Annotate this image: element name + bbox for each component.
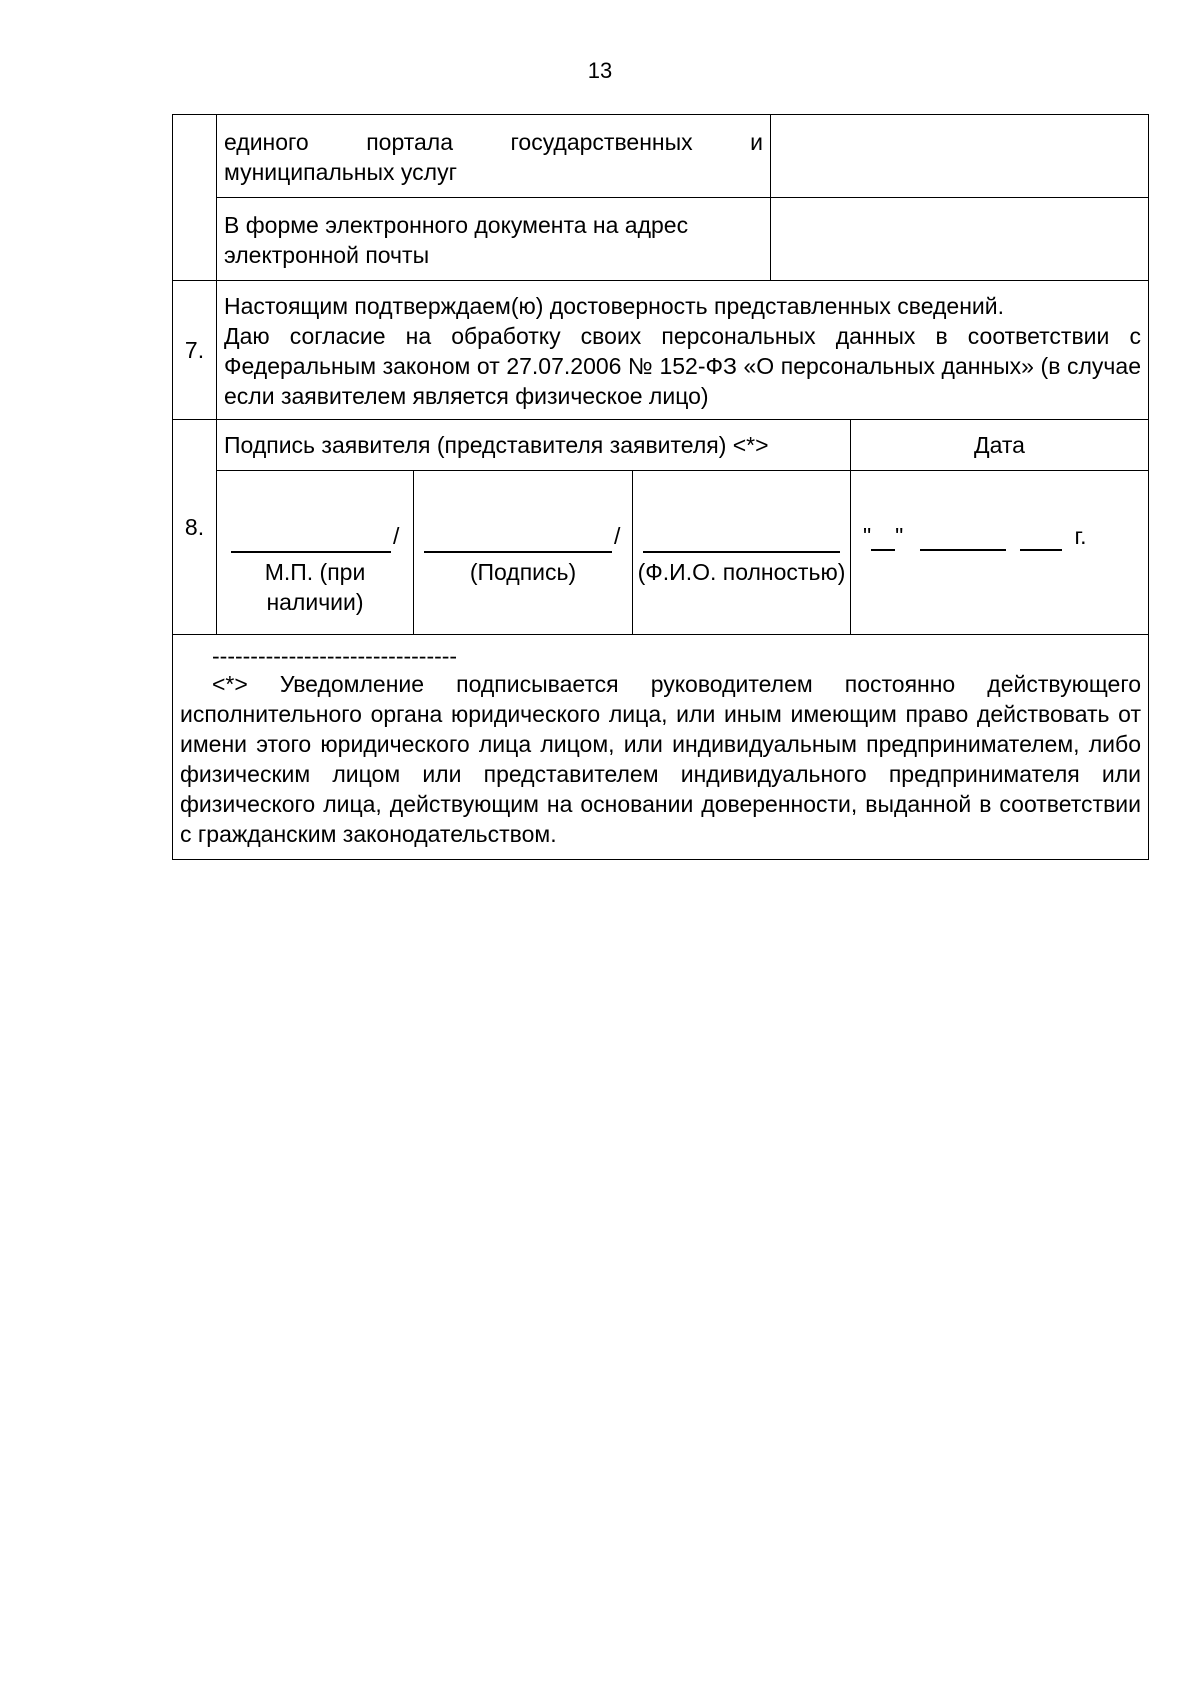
signature-field-line — [424, 521, 612, 553]
signature-field[interactable] — [414, 471, 633, 634]
full-name-field-line — [643, 521, 840, 553]
date-year-blank[interactable] — [1020, 523, 1062, 551]
delivery-option-portal-checkbox-cell[interactable] — [771, 115, 1149, 198]
date-quote-open: " — [863, 523, 872, 549]
delivery-option-email-row — [173, 198, 1149, 281]
stamp-field-line — [231, 521, 391, 553]
footnote-text: <*> Уведомление подписывается руководителем постоянно действующего исполнительного органа юридического лица, или иным имеющим право действовать от имени этого юридического лица лицом, или индивидуальным предпринимателем, либо физическим лицом или представителем индивидуального предпринимателя или физического лица, действующим на основании доверенности, выданной в соответствии с гражданским законодательством. — [180, 671, 1141, 847]
signature-fields-cell — [217, 471, 851, 635]
delivery-option-email-checkbox-cell[interactable] — [771, 198, 1149, 281]
delivery-option-portal-text — [217, 115, 771, 198]
delivery-option-portal-row — [173, 115, 1149, 198]
date-year-suffix: г. — [1074, 523, 1087, 549]
signature-field-slash: / — [614, 523, 621, 549]
date-header: Дата — [851, 420, 1149, 471]
stamp-field-slash: / — [393, 523, 400, 549]
consent-row — [173, 281, 1149, 420]
consent-text — [217, 281, 1149, 420]
page-number: 13 — [587, 58, 613, 83]
date-field-line — [863, 521, 1136, 551]
signature-header-row — [173, 420, 1149, 471]
date-quote-close: " — [895, 523, 904, 549]
footnote-separator: -------------------------------- — [212, 643, 458, 669]
consent-confirmation-line: Настоящим подтверждаем(ю) достоверность представленных сведений. — [224, 293, 1005, 319]
row-number-empty — [173, 115, 217, 281]
date-month-blank[interactable] — [920, 523, 1006, 551]
signature-header: Подпись заявителя (представителя заявителя) <*> — [217, 420, 851, 471]
delivery-option-portal-line2: муниципальных услуг — [224, 159, 457, 185]
signature-fields-row — [173, 471, 1149, 635]
consent-row-number: 7. — [173, 281, 217, 420]
date-day-blank[interactable] — [871, 523, 895, 551]
application-form-table — [172, 114, 1149, 860]
delivery-option-email-text: В форме электронного документа на адрес электронной почты — [217, 198, 771, 281]
footnote-cell — [173, 635, 1149, 860]
footnote-row — [173, 635, 1149, 860]
signature-field-caption: (Подпись) — [469, 559, 577, 585]
delivery-option-portal-line1: единого портала государственных и — [224, 129, 763, 155]
signature-row-number: 8. — [173, 420, 217, 635]
stamp-field[interactable] — [217, 471, 414, 634]
date-field[interactable] — [851, 471, 1149, 635]
stamp-field-caption: М.П. (при наличии) — [264, 559, 366, 615]
full-name-field-caption: (Ф.И.О. полностью) — [637, 559, 846, 585]
consent-personal-data-text: Даю согласие на обработку своих персональных данных в соответствии с Федеральным законом от 27.07.2006 № 152-ФЗ «О персональных данных» (в случае если заявителем является физическое лицо) — [224, 323, 1141, 409]
full-name-field[interactable] — [633, 471, 850, 634]
